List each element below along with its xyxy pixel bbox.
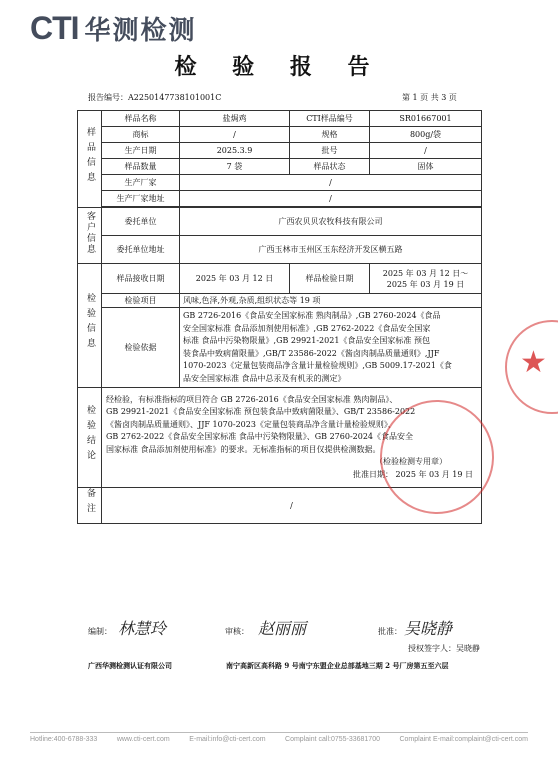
stamp-note: （检验检测专用章） xyxy=(375,457,447,467)
logo-text: 华测检测 xyxy=(84,15,197,46)
footer xyxy=(30,736,528,743)
footer-hotline: Hotline:400-6788-333 xyxy=(30,736,98,743)
seal-star-icon: ★ xyxy=(520,345,547,380)
report-number: 报告编号：A2250147738101001C xyxy=(88,93,222,102)
label-brand: 商标 xyxy=(102,127,180,143)
value-client: 广西农贝贝农牧科技有限公司 xyxy=(180,208,482,236)
value-manufacturer: / xyxy=(180,175,482,191)
value-test-date: 2025 年 03 月 12 日～ 2025 年 03 月 19 日 xyxy=(370,264,482,294)
value-client-address: 广西玉林市玉州区玉东经济开发区横五路 xyxy=(180,236,482,264)
issue-date: 批准日期： 2025 年 03 月 19 日 xyxy=(353,469,473,479)
label-sample-name: 样品名称 xyxy=(102,111,180,127)
label-batch: 批号 xyxy=(290,143,370,159)
label-test-basis: 检验依据 xyxy=(102,308,180,388)
value-receive-date: 2025 年 03 月 12 日 xyxy=(180,264,290,294)
footer-web[interactable]: www.cti-cert.com xyxy=(116,736,170,743)
label-test-date: 样品检验日期 xyxy=(290,264,370,294)
footer-divider xyxy=(30,732,528,733)
value-test-items: 风味,色泽,外观,杂质,组织状态等 19 项 xyxy=(180,294,482,308)
section-remark: 备注 xyxy=(78,488,102,524)
approver-signature: 吴晓静 xyxy=(404,619,453,638)
label-production-date: 生产日期 xyxy=(102,143,180,159)
approver-label: 批准： xyxy=(378,627,402,636)
reviewer-signature: 赵丽丽 xyxy=(258,619,307,638)
authorized-signatory: 授权签字人：吴晓静 xyxy=(408,644,480,653)
section-sample-info: 样品信息 xyxy=(78,111,102,208)
editor-signature: 林慧玲 xyxy=(118,619,167,638)
value-state: 固体 xyxy=(370,159,482,175)
label-cti-no: CTI样品编号 xyxy=(290,111,370,127)
value-test-basis: GB 2726-2016《食品安全国家标准 熟肉制品》,GB 2760-2024《食品 安全国家标准 食品添加剂使用标准》,GB 2762-2022《食品安全国家 标准 食品中污染物限量》,GB 29921-2021《食品安全国家标准 预包 装食品中致病菌限量》,GB/T 23586-2022《酱卤肉制品质量通则》,JJF 1070-2023《定量包装商品净含量计量检验规则》,GB 5009.17-2021《食 品安全国家标准 食品中总汞及有机汞的测定》 xyxy=(180,308,482,388)
label-test-items: 检验项目 xyxy=(102,294,180,308)
label-manufacturer: 生产厂家 xyxy=(102,175,180,191)
label-client: 委托单位 xyxy=(102,208,180,236)
value-sample-name: 盐焗鸡 xyxy=(180,111,290,127)
value-brand: / xyxy=(180,127,290,143)
value-manufacturer-address: / xyxy=(180,191,482,207)
label-client-address: 委托单位地址 xyxy=(102,236,180,264)
section-inspection-info: 检验信息 xyxy=(78,264,102,388)
footer-complaint-call: Complaint call:0755-33681700 xyxy=(285,736,380,743)
label-manufacturer-address: 生产厂家地址 xyxy=(102,191,180,207)
company-logo xyxy=(30,8,197,48)
label-state: 样品状态 xyxy=(290,159,370,175)
label-spec: 规格 xyxy=(290,127,370,143)
value-spec: 800g/袋 xyxy=(370,127,482,143)
logo-mark: CTI xyxy=(30,9,79,46)
value-quantity: 7 袋 xyxy=(180,159,290,175)
report-title: 检 验 报 告 xyxy=(174,55,384,80)
company-name: 广西华测检测认证有限公司 xyxy=(88,661,172,670)
remark-value: / xyxy=(102,488,482,524)
reviewer-label: 审核： xyxy=(225,627,249,636)
conclusion-text: 经检验，有标准指标的项目符合 GB 2726-2016《食品安全国家标准 熟肉制品》、 GB 29921-2021《食品安全国家标准 预包装食品中致病菌限量》、GB/T 23586-2022 《酱卤肉制品质量通则》、JJF 1070-2023《定量包装商品净含量计量检验规则》、 GB 2762-2022《食品安全国家标准 食品中污染物限量》、GB 2760-2024《食品安全 国家标准 食品添加剂使用标准》的要求。无标准指标的项目仅提供检测数据。 （检验检测专用章） 批准日期： 2025 年 03 月 19 日 xyxy=(102,388,482,488)
value-batch: / xyxy=(370,143,482,159)
company-address: 南宁高新区高科路 9 号南宁东盟企业总部基地三期 2 号厂房第五至六层 xyxy=(226,661,449,670)
editor-label: 编制： xyxy=(88,627,112,636)
value-production-date: 2025.3.9 xyxy=(180,143,290,159)
footer-complaint-email[interactable]: Complaint E-mail:complaint@cti-cert.com xyxy=(399,736,528,743)
label-receive-date: 样品接收日期 xyxy=(102,264,180,294)
page-info: 第 1 页 共 3 页 xyxy=(402,93,457,102)
footer-email[interactable]: E-mail:info@cti-cert.com xyxy=(189,736,266,743)
section-conclusion: 检验结论 xyxy=(78,388,102,488)
section-client-info: 客户信息 xyxy=(78,208,102,264)
label-quantity: 样品数量 xyxy=(102,159,180,175)
value-cti-no: SR01667001 xyxy=(370,111,482,127)
